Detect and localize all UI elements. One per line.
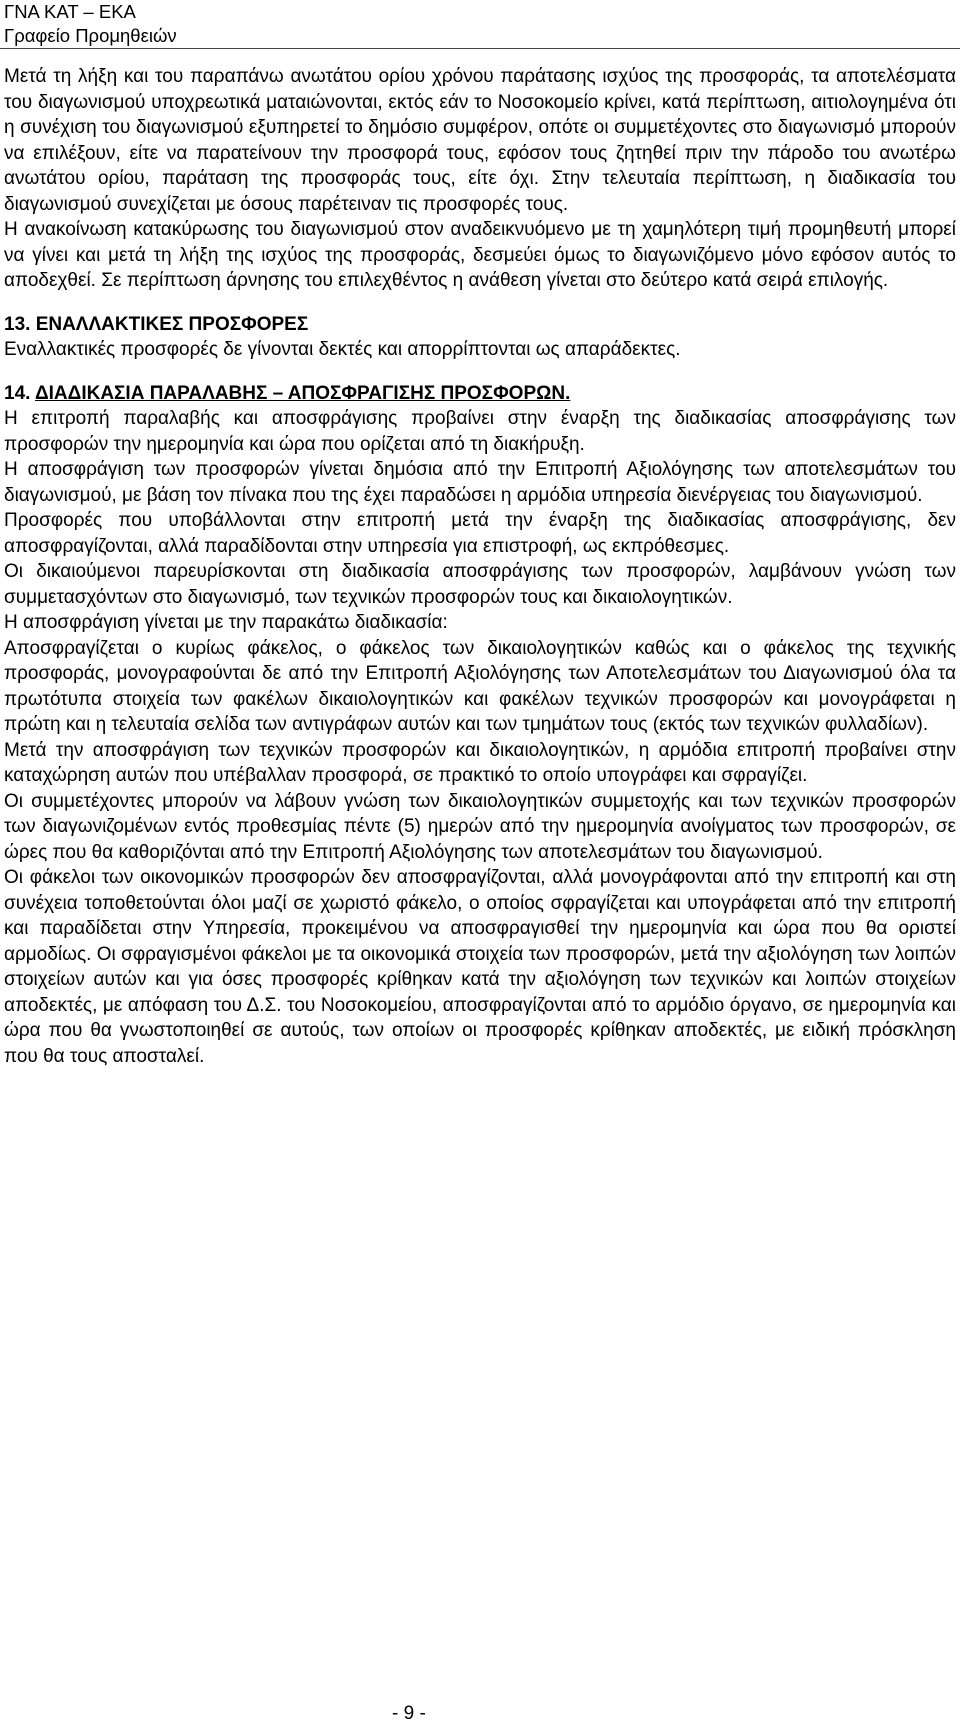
paragraph-award-announcement: Η ανακοίνωση κατακύρωσης του διαγωνισμού στον αναδεικνυόμενο με τη χαμηλότερη τιμή προμηθευτή μπορεί να γίνει και μετά τη λήξη της ισχύος της προσφοράς, δεσμεύει όμως το διαγωνιζόμενο μόνο εφόσον αυτός το αποδεχθεί. Σε περίπτωση άρνησης του επιλεχθέντος η ανάθεση γίνεται στο δεύτερο κατά σειρά επιλογής. bbox=[4, 219, 956, 291]
section-14-paragraph-procedure-intro: Η αποσφράγιση γίνεται με την παρακάτω διαδικασία: bbox=[4, 612, 448, 633]
section-14-paragraph-late: Προσφορές που υποβάλλονται στην επιτροπή μετά την έναρξη της διαδικασίας αποσφράγισης, δεν αποσφραγίζονται, αλλά παραδίδονται στην υπηρεσία για επιστροφή, ως εκπρόθεσμες. bbox=[4, 510, 956, 557]
header-divider bbox=[0, 48, 960, 49]
document-header bbox=[4, 0, 177, 48]
paragraph-extension-expiry: Μετά τη λήξη και του παραπάνω ανωτάτου ορίου χρόνου παράτασης ισχύος της προσφοράς, τα αποτελέσματα του διαγωνισμού υποχρεωτικά ματαιώνονται, εκτός εάν το Νοσοκομείο κρίνει, κατά περίπτωση, αιτιολογημένα ότι η συνέχιση του διαγωνισμού εξυπηρετεί το δημόσιο συμφέρον, οπότε οι συμμετέχοντες στο διαγωνισμό μπορούν να επιλέξουν, είτε να παρατείνουν την προσφορά τους, εφόσον τους ζητηθεί πριν την πάροδο του ανωτέρω ανωτάτου ορίου, παράταση της προσφοράς τους, είτε όχι. Στην τελευταία περίπτωση, η διαδικασία του διαγωνισμού συνεχίζεται με όσους παρέτειναν τις προσφορές τους. bbox=[4, 66, 956, 215]
document-body bbox=[4, 64, 956, 1069]
section-14-paragraph-main-envelope: Αποσφραγίζεται ο κυρίως φάκελος, ο φάκελος των δικαιολογητικών καθώς και ο φάκελος της τεχνικής προσφοράς, μονογραφούνται δε από την Επιτροπή Αξιολόγησης των Αποτελεσμάτων του Διαγωνισμού όλα τα πρωτότυπα στοιχεία των φακέλων δικαιολογητικών και φακέλων τεχνικών προσφορών και μονογράφεται η πρώτη και η τελευταία σελίδα των αντιγράφων αυτών και των τμημάτων τους (εκτός των τεχνικών φυλλαδίων). bbox=[4, 637, 956, 735]
header-department: Γραφείο Προμηθειών bbox=[4, 25, 177, 46]
section-14-title: ΔΙΑΔΙΚΑΣΙΑ ΠΑΡΑΛΑΒΗΣ – ΑΠΟΣΦΡΑΓΙΣΗΣ ΠΡΟΣΦΟΡΩΝ. bbox=[35, 382, 571, 404]
section-14-heading bbox=[4, 381, 956, 407]
page-number: - 9 - bbox=[392, 1703, 426, 1724]
section-14-paragraph-public: Η αποσφράγιση των προσφορών γίνεται δημόσια από την Επιτροπή Αξιολόγησης των αποτελεσμάτων του διαγωνισμού, με βάση τον πίνακα που της έχει παραδώσει η αρμόδια υπηρεσία διενέργειας του διαγωνισμού. bbox=[4, 459, 956, 506]
section-14-paragraph-attendance: Οι δικαιούμενοι παρευρίσκονται στη διαδικασία αποσφράγισης των προσφορών, λαμβάνουν γνώση των συμμετασχόντων στο διαγωνισμό, των τεχνικών προσφορών τους και δικαιολογητικών. bbox=[4, 561, 956, 608]
section-14-paragraph-record: Μετά την αποσφράγιση των τεχνικών προσφορών και δικαιολογητικών, η αρμόδια επιτροπή προβαίνει στην καταχώρηση αυτών που υπέβαλλαν προσφορά, σε πρακτικό το οποίο υπογράφει και σφραγίζει. bbox=[4, 739, 956, 786]
section-14-paragraph-opening: Η επιτροπή παραλαβής και αποσφράγισης προβαίνει στην έναρξη της διαδικασίας αποσφράγισης των προσφορών την ημερομηνία και ώρα που ορίζεται από τη διακήρυξη. bbox=[4, 408, 956, 455]
header-organization: ΓΝΑ ΚΑΤ – ΕΚΑ bbox=[4, 1, 136, 22]
section-14-paragraph-financial: Οι φάκελοι των οικονομικών προσφορών δεν αποσφραγίζονται, αλλά μονογράφονται από την επιτροπή και στη συνέχεια τοποθετούνται όλοι μαζί σε χωριστό φάκελο, ο οποίος σφραγίζεται και υπογράφεται από την επιτροπή και παραδίδεται στην Υπηρεσία, προκειμένου να αποσφραγισθεί την ημερομηνία και ώρα που θα οριστεί αρμοδίως. Οι σφραγισμένοι φάκελοι με τα οικονομικά στοιχεία των προσφορών, μετά την αξιολόγηση των λοιπών στοιχείων αυτών και για όσες προσφορές κρίθηκαν κατά την αξιολόγηση των τεχνικών και λοιπών στοιχείων αποδεκτές, με απόφαση του Δ.Σ. του Νοσοκομείου, αποσφραγίζονται από το αρμόδιο όργανο, σε ημερομηνία και ώρα που θα γνωστοποιηθεί σε αυτούς, των οποίων οι προσφορές κρίθηκαν αποδεκτές, με ειδική πρόσκληση που θα τους αποσταλεί. bbox=[4, 867, 956, 1067]
section-13-text: Εναλλακτικές προσφορές δε γίνονται δεκτές και απορρίπτονται ως απαράδεκτες. bbox=[4, 339, 681, 360]
section-14-number: 14. bbox=[4, 382, 35, 404]
section-13-heading: 13. ΕΝΑΛΛΑΚΤΙΚΕΣ ΠΡΟΣΦΟΡΕΣ bbox=[4, 313, 309, 335]
section-14-paragraph-inspection: Οι συμμετέχοντες μπορούν να λάβουν γνώση των δικαιολογητικών συμμετοχής και των τεχνικών προσφορών των διαγωνιζομένων εντός προθεσμίας πέντε (5) ημερών από την ημερομηνία ανοίγματος των προσφορών, σε ώρες που θα καθοριζόνται από την Επιτροπή Αξιολόγησης των αποτελεσμάτων του διαγωνισμού. bbox=[4, 790, 956, 863]
